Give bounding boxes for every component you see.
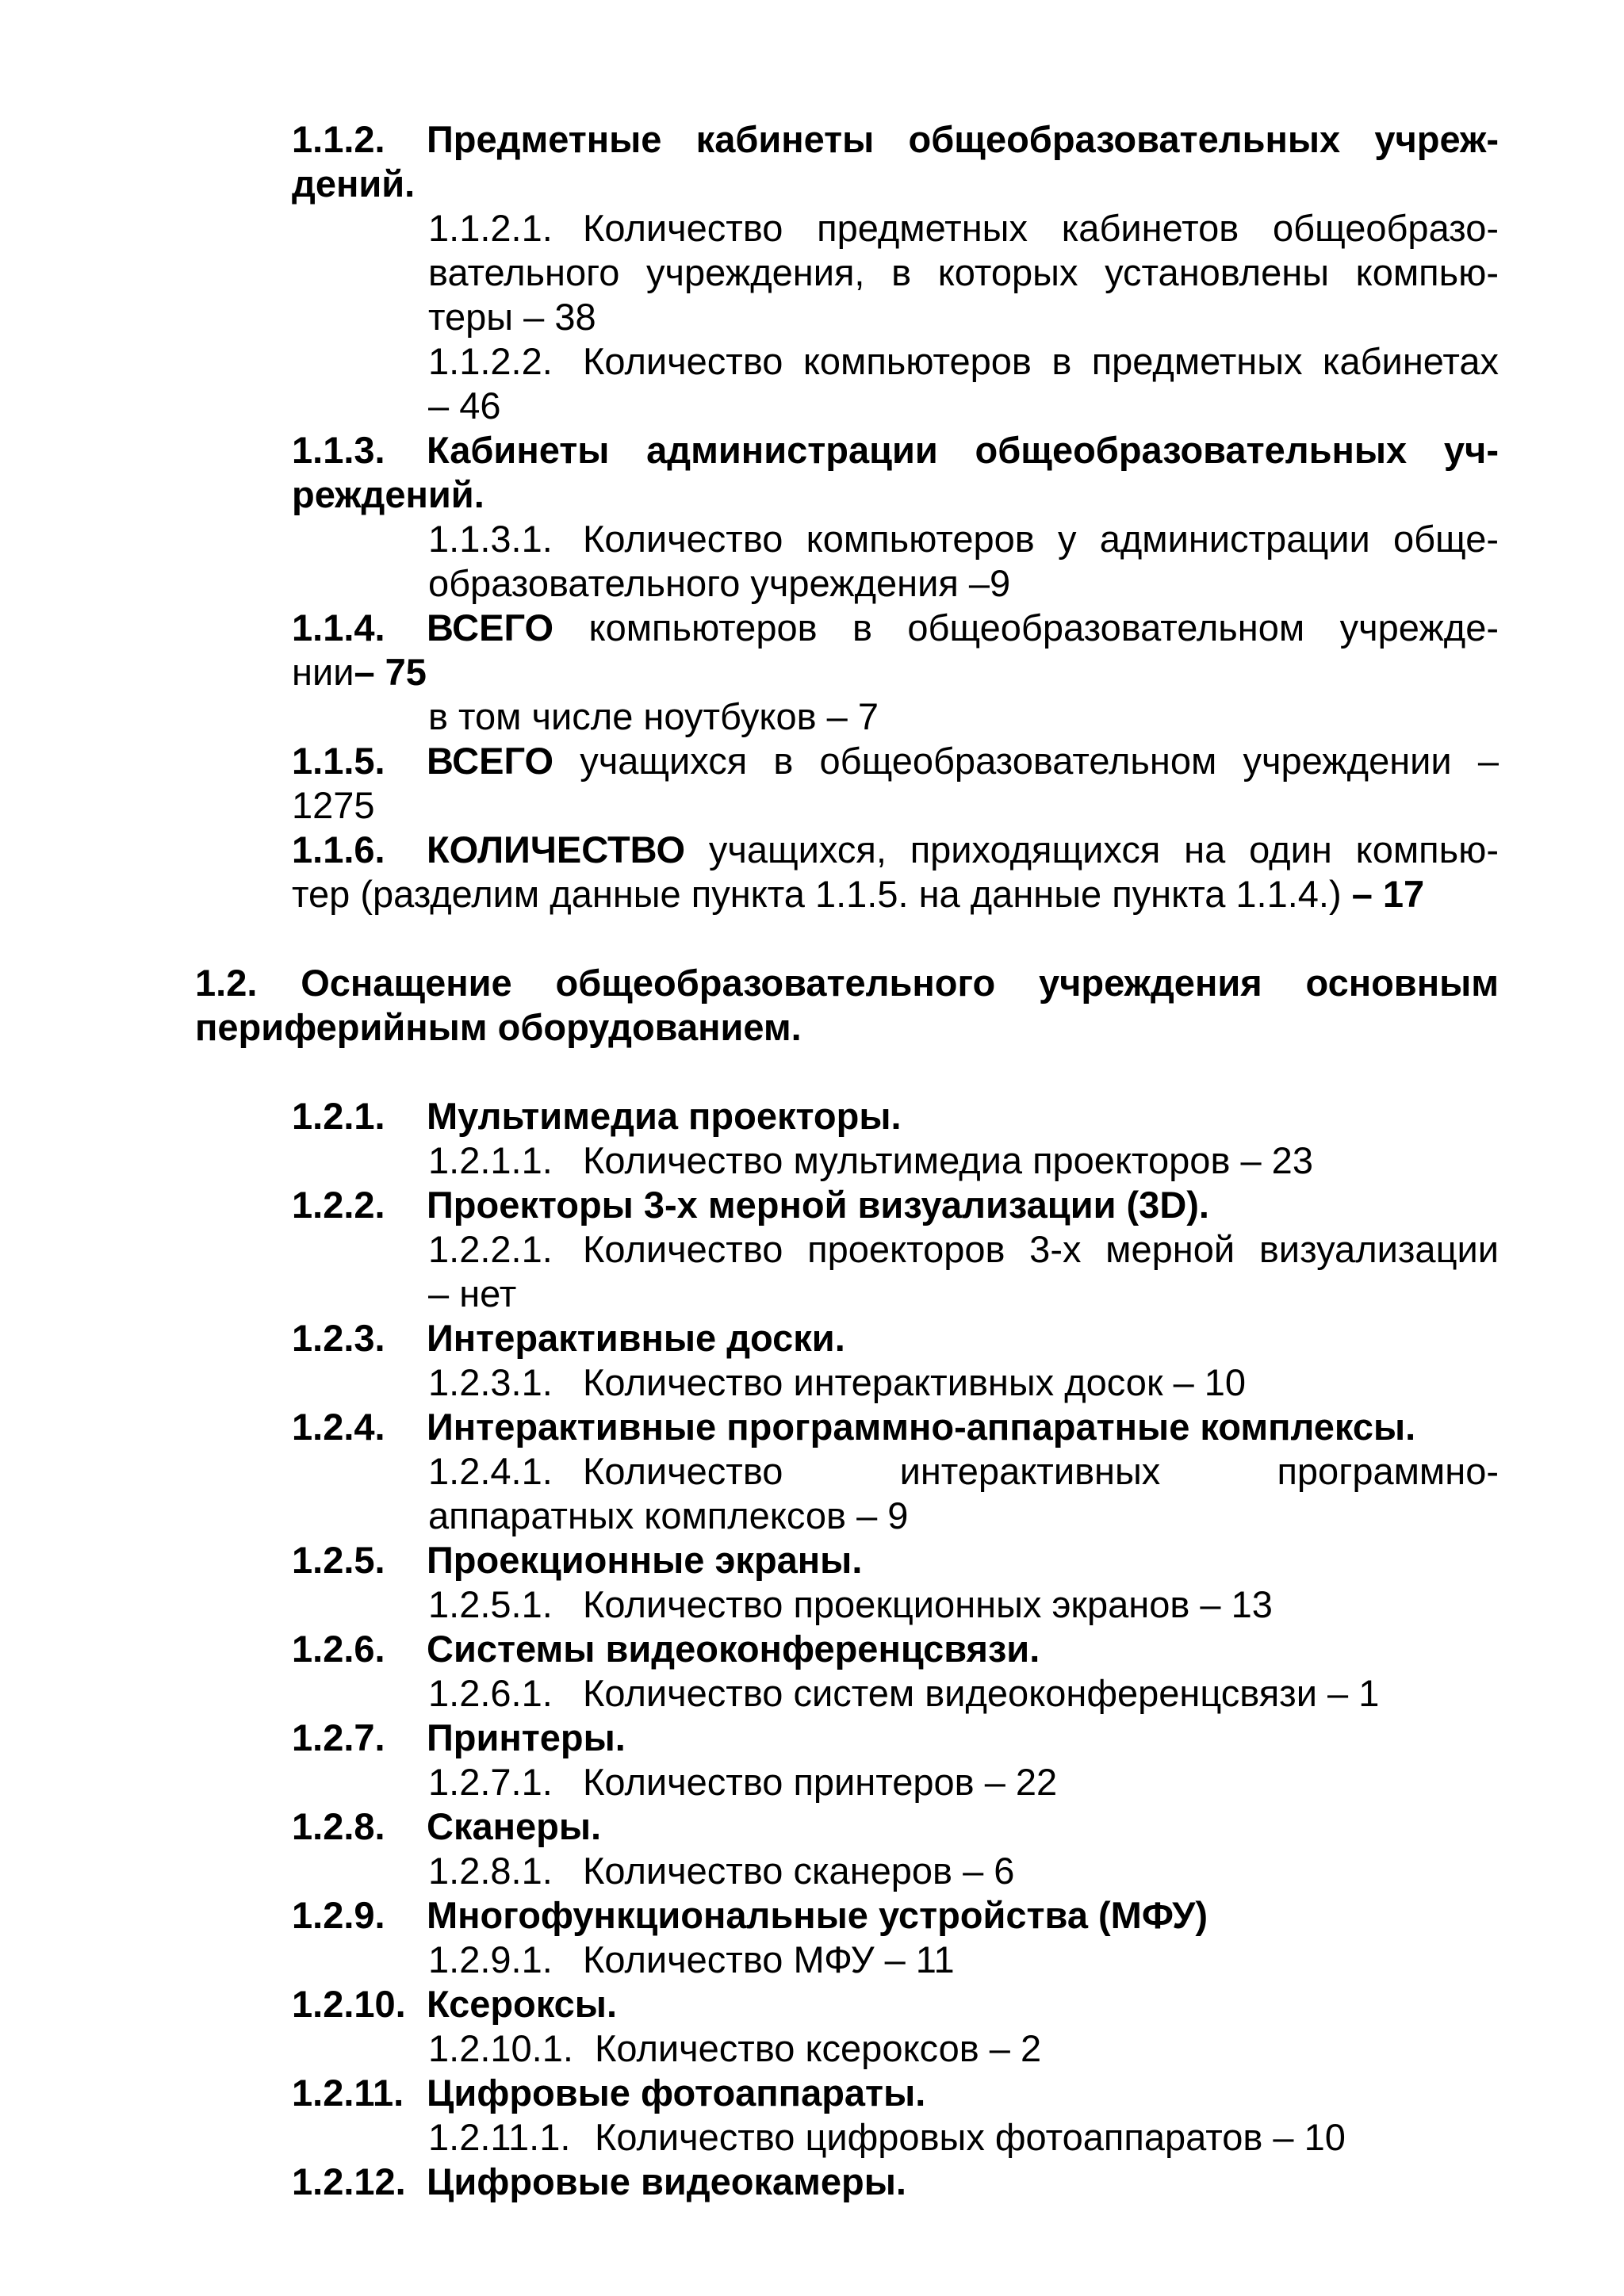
- item-1-1-3-heading: [292, 428, 1499, 473]
- item-text: Количество компьютеров у администрации обще-: [583, 518, 1499, 560]
- item-number: 1.2.8.1.: [428, 1850, 553, 1892]
- item-1-2-6-heading: [292, 1627, 1040, 1671]
- item-bold-word: ВСЕГО: [427, 607, 554, 649]
- item-title: Принтеры.: [427, 1716, 626, 1758]
- item-number: 1.2.8.: [292, 1805, 385, 1847]
- item-title: Проекторы 3-х мерной визуализации (3D).: [427, 1184, 1209, 1226]
- item-1-2-1-1: [428, 1138, 1313, 1183]
- item-1-2-10-heading: [292, 1982, 617, 2026]
- item-bold-word: ВСЕГО: [427, 740, 554, 782]
- item-1-2-1-heading: [292, 1094, 902, 1138]
- item-1-2-4-1-line2: аппаратных комплексов – 9: [428, 1494, 909, 1536]
- item-1-1-2-2-line1: [428, 339, 1499, 384]
- item-1-1-5-line2: 1275: [292, 784, 375, 826]
- item-number: 1.1.2.1.: [428, 207, 553, 249]
- item-text: Количество компьютеров в предметных кабинетах: [583, 340, 1499, 382]
- item-number: 1.2.7.1.: [428, 1761, 553, 1803]
- item-text: учащихся в общеобразовательном учреждении –: [580, 740, 1499, 782]
- item-1-2-6-1: [428, 1671, 1379, 1716]
- item-1-1-4-line2: [292, 650, 427, 695]
- item-1-2-5-heading: [292, 1538, 862, 1582]
- item-number: 1.1.2.2.: [428, 340, 553, 382]
- item-title: Сканеры.: [427, 1805, 602, 1847]
- item-1-2-10-1: [428, 2026, 1041, 2071]
- item-title: Кабинеты администрации общеобразовательных уч-: [427, 429, 1499, 471]
- item-title: Проекционные экраны.: [427, 1539, 863, 1581]
- notebooks-line: в том числе ноутбуков – 7: [428, 695, 879, 737]
- item-1-1-3-1-line1: [428, 517, 1499, 561]
- item-number: 1.1.5.: [292, 740, 385, 782]
- item-text: Количество цифровых фотоаппаратов – 10: [595, 2116, 1346, 2158]
- item-1-2-2-1-line1: [428, 1227, 1499, 1272]
- item-value: – 17: [1351, 873, 1425, 915]
- section-1-2-title-cont: периферийным оборудованием.: [195, 1006, 802, 1048]
- item-text: Количество сканеров – 6: [583, 1850, 1015, 1892]
- item-number: 1.2.4.: [292, 1406, 385, 1448]
- item-number: 1.2.1.1.: [428, 1139, 553, 1181]
- item-1-2-4-heading: [292, 1405, 1415, 1449]
- item-number: 1.2.1.: [292, 1095, 385, 1137]
- item-1-1-6-line2: [292, 872, 1424, 916]
- item-text: Количество принтеров – 22: [583, 1761, 1058, 1803]
- item-bold-word: КОЛИЧЕСТВО: [427, 828, 686, 871]
- item-title: Системы видеоконференцсвязи.: [427, 1628, 1040, 1670]
- item-number: 1.2.6.1.: [428, 1672, 553, 1714]
- item-number: 1.2.12.: [292, 2160, 406, 2202]
- item-1-1-5-line1: [292, 739, 1499, 783]
- item-number: 1.2.5.1.: [428, 1583, 553, 1625]
- item-number: 1.2.4.1.: [428, 1450, 553, 1492]
- item-number: 1.1.3.: [292, 429, 385, 471]
- item-title: Интерактивные программно-аппаратные комплексы.: [427, 1406, 1416, 1448]
- item-1-2-11-1: [428, 2115, 1346, 2160]
- item-1-1-3-1-line2: образовательного учреждения –9: [428, 562, 1011, 604]
- item-number: 1.1.2.: [292, 118, 385, 160]
- item-title: Мультимедиа проекторы.: [427, 1095, 902, 1137]
- item-text: Количество систем видеоконференцсвязи – 1: [583, 1672, 1380, 1714]
- item-1-2-3-1: [428, 1360, 1246, 1405]
- item-text: Количество мультимедиа проекторов – 23: [583, 1139, 1313, 1181]
- item-1-2-4-1-line1: [428, 1449, 1499, 1494]
- item-1-1-2-1-line3: теры – 38: [428, 296, 596, 338]
- item-number: 1.2.10.1.: [428, 2027, 573, 2069]
- item-number: 1.2.6.: [292, 1628, 385, 1670]
- item-1-1-4-line1: [292, 606, 1499, 650]
- item-text: Количество интерактивных досок – 10: [583, 1361, 1247, 1403]
- item-1-1-2-1-line2: вательного учреждения, в которых установлены компью-: [428, 251, 1499, 293]
- item-title: Ксероксы.: [427, 1983, 618, 2025]
- item-1-1-3-heading-cont: реждений.: [292, 473, 485, 515]
- item-text: компьютеров в общеобразовательном учрежде-: [588, 607, 1500, 649]
- item-text: тер (разделим данные пункта 1.1.5. на данные пункта 1.1.4.): [292, 873, 1342, 915]
- item-number: 1.2.9.: [292, 1894, 385, 1936]
- item-1-1-2-2-line2: – 46: [428, 385, 501, 427]
- item-1-2-7-1: [428, 1760, 1057, 1804]
- item-1-2-2-heading: [292, 1183, 1209, 1227]
- item-number: 1.2.3.: [292, 1317, 385, 1359]
- item-text: Количество ксероксов – 2: [595, 2027, 1042, 2069]
- item-text: Количество проекторов 3-х мерной визуализации: [583, 1228, 1499, 1270]
- item-number: 1.1.3.1.: [428, 518, 553, 560]
- item-text: Количество предметных кабинетов общеобразо-: [583, 207, 1499, 249]
- section-1-2-title: 1.2. Оснащение общеобразовательного учреждения основным: [195, 962, 1499, 1004]
- item-1-2-5-1: [428, 1582, 1273, 1627]
- item-number: 1.2.3.1.: [428, 1361, 553, 1403]
- item-number: 1.2.7.: [292, 1716, 385, 1758]
- item-1-2-3-heading: [292, 1316, 845, 1360]
- item-1-2-8-1: [428, 1849, 1014, 1893]
- item-number: 1.1.4.: [292, 607, 385, 649]
- item-title: Интерактивные доски.: [427, 1317, 845, 1359]
- item-title: Цифровые фотоаппараты.: [427, 2072, 926, 2114]
- item-number: 1.2.11.: [292, 2072, 404, 2114]
- item-title: Предметные кабинеты общеобразовательных учреж-: [427, 118, 1499, 160]
- item-text: Количество МФУ – 11: [583, 1938, 955, 1980]
- item-text: нии: [292, 651, 354, 693]
- item-number: 1.1.6.: [292, 828, 385, 871]
- item-text: Количество интерактивных программно-: [583, 1450, 1499, 1492]
- item-1-2-9-1: [428, 1938, 955, 1982]
- item-text: учащихся, приходящихся на один компью-: [708, 828, 1500, 871]
- item-number: 1.2.2.1.: [428, 1228, 553, 1270]
- item-1-1-2-heading: [292, 117, 1499, 162]
- item-1-2-11-heading: [292, 2071, 925, 2115]
- item-1-1-6-line1: [292, 828, 1499, 872]
- item-1-1-2-heading-cont: дений.: [292, 163, 416, 205]
- item-1-2-8-heading: [292, 1804, 601, 1849]
- item-1-2-12-heading: [292, 2160, 906, 2204]
- item-number: 1.2.2.: [292, 1184, 385, 1226]
- item-number: 1.2.9.1.: [428, 1938, 553, 1980]
- item-number: 1.2.5.: [292, 1539, 385, 1581]
- item-value: – 75: [354, 651, 427, 693]
- item-number: 1.2.11.1.: [428, 2116, 571, 2158]
- item-text: Количество проекционных экранов – 13: [583, 1583, 1273, 1625]
- item-title: Многофункциональные устройства (МФУ): [427, 1894, 1208, 1936]
- item-number: 1.2.10.: [292, 1983, 406, 2025]
- item-1-2-7-heading: [292, 1716, 626, 1760]
- item-title: Цифровые видеокамеры.: [427, 2160, 906, 2202]
- item-1-2-2-1-line2: – нет: [428, 1272, 517, 1314]
- item-1-1-2-1-line1: [428, 206, 1499, 251]
- item-1-2-9-heading: [292, 1893, 1208, 1938]
